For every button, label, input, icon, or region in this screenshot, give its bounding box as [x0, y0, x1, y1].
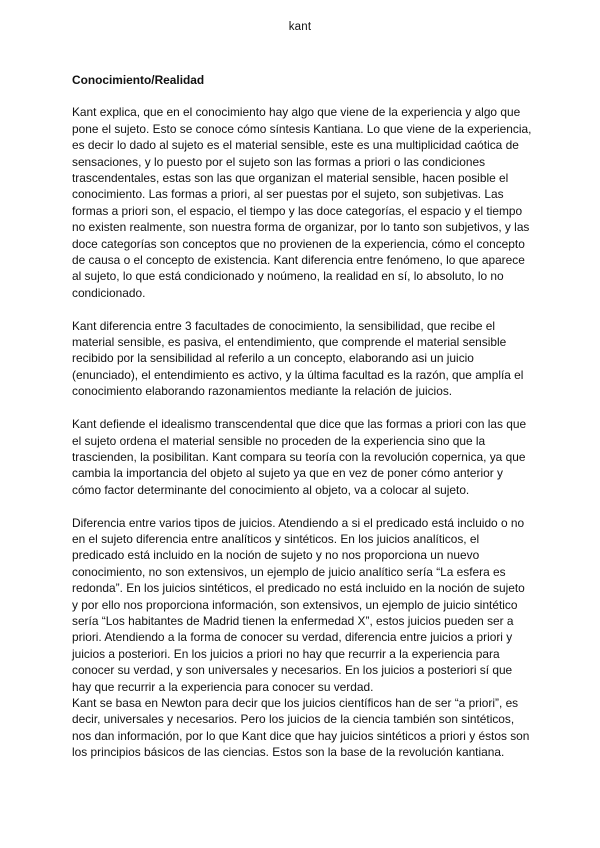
- document-title: Conocimiento/Realidad: [72, 73, 205, 87]
- paragraph-4: Diferencia entre varios tipos de juicios. Atendiendo a si el predicado está incluido o no en el sujeto diferencia entre analíticos y sintéticos. En los juicios analíticos, el predicado está incluido en la noción de sujeto y no nos proporciona un nuevo conocimiento, no son extensivos, un ejemplo de juicio analítico sería “La esfera es redonda”. En los juicios sintéticos, el predicado no está incluido en la noción de sujeto y por ello nos proporciona información, son extensivos, un ejemplo de juicio sintético sería “Los habitantes de Madrid tienen la enfermedad X”, estos juicios pueden ser a priori. Atendiendo a la forma de conocer su verdad, diferencia entre juicios a priori y juicios a posteriori. En los juicios a priori no hay que recurrir a la experiencia para conocer su verdad, y son universales y necesarios. En los juicios a posteriori sí que hay que recurrir a la experiencia para conocer su verdad.: [72, 515, 525, 694]
- paragraph-3: Kant defiende el idealismo transcendental que dice que las formas a priori con las que el sujeto ordena el material sensible no proceden de la experiencia sino que la trascienden, la posibilitan. Kant compara su teoría con la revolución copernica, ya que cambia la importancia del objeto al sujeto ya que en vez de poner cómo anterior y cómo factor determinante del conocimiento al objeto, va a colocar al sujeto.: [72, 417, 527, 497]
- page-header: kant: [288, 21, 312, 33]
- paragraph-5: Kant se basa en Newton para decir que los juicios científicos han de ser “a priori”, es decir, universales y necesarios. Pero los juicios de la ciencia también son sintéticos, nos dan información, por lo que Kant dice que hay juicios sintéticos a priori y éstos son los principios básicos de las ciencias. Estos son la base de la revolución kantiana.: [72, 695, 530, 760]
- document-body: [72, 72, 534, 777]
- paragraph-2: Kant diferencia entre 3 facultades de conocimiento, la sensibilidad, que recibe el material sensible, es pasiva, el entendimiento, que comprende el material sensible recibido por la sensibilidad al referilo a un concepto, elaborando asi un juicio (enunciado), el entendimiento es activo, y la última facultad es la razón, que amplía el conocimiento elaborando razonamientos mediante la relación de juicios.: [72, 318, 524, 399]
- paragraph-1: Kant explica, que en el conocimiento hay algo que viene de la experiencia y algo que pone el sujeto. Esto se conoce cómo síntesis Kantiana. Lo que viene de la experiencia, es decir lo dado al sujeto es el material sensible, este es una multiplicidad caótica de sensaciones, y lo puesto por el sujeto son las formas a priori o las condiciones trascendentales, estas son las que organizan el material sensible, hacen posible el conocimiento. Las formas a priori, al ser puestas por el sujeto, son subjetivas. Las formas a priori son, el espacio, el tiempo y las doce categorías, el espacio y el tiempo no existen realmente, son nuestra forma de organizar, por lo tanto son subjetivos, y las doce categorías son conceptos que no provienen de la experiencia, cómo el concepto de causa o el concepto de existencia. Kant diferencia entre fenómeno, lo que aparece al sujeto, lo que está condicionado y noúmeno, la realidad en sí, lo absoluto, lo no condicionado.: [72, 105, 532, 300]
